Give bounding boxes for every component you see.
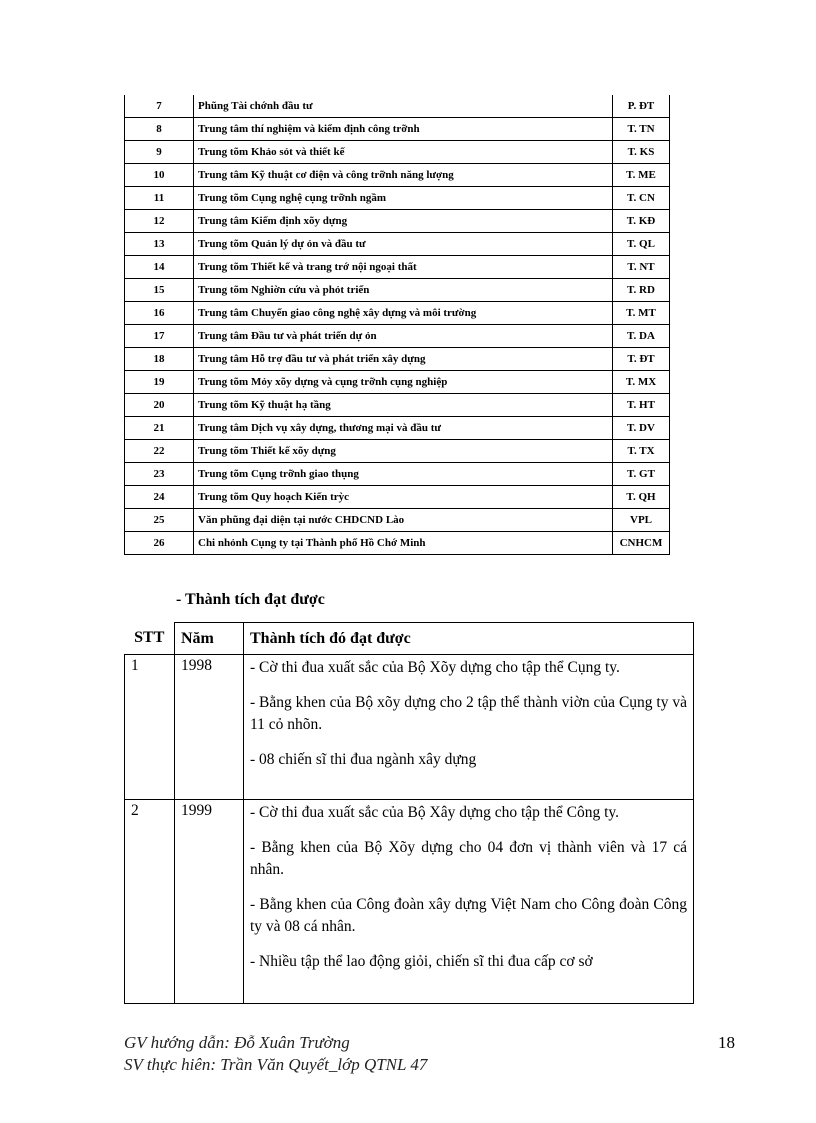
- unit-stt: 9: [125, 141, 194, 164]
- unit-name: Văn phũng đại diện tại nước CHDCND Lào: [194, 509, 613, 532]
- footer-student: SV thực hiên: Trần Văn Quyết_lớp QTNL 47: [124, 1055, 428, 1074]
- unit-row: [125, 187, 670, 210]
- unit-code: T. ME: [613, 164, 670, 187]
- award-item: - Nhiều tập thể lao động giỏi, chiến sĩ thi đua cấp cơ sở: [250, 953, 593, 970]
- unit-row: [125, 463, 670, 486]
- award-achievements: [244, 655, 694, 800]
- unit-row: [125, 532, 670, 555]
- unit-name: Trung tâm Kiểm định xõy dựng: [194, 210, 613, 233]
- unit-code: CNHCM: [613, 532, 670, 555]
- unit-name: Trung tâm Kỹ thuật cơ điện và công trỡnh năng lượng: [194, 164, 613, 187]
- unit-code: T. DV: [613, 417, 670, 440]
- unit-stt: 25: [125, 509, 194, 532]
- unit-name: Trung tõm Cụng trỡnh giao thụng: [194, 463, 613, 486]
- unit-name: Trung tõm Thiết kế xõy dựng: [194, 440, 613, 463]
- unit-row: [125, 440, 670, 463]
- unit-stt: 26: [125, 532, 194, 555]
- unit-stt: 22: [125, 440, 194, 463]
- award-year: 1999: [175, 800, 244, 1004]
- unit-code: T. KĐ: [613, 210, 670, 233]
- unit-row: [125, 95, 670, 118]
- unit-code: P. ĐT: [613, 95, 670, 118]
- unit-name: Trung tâm Hỗ trợ đầu tư và phát triển xây dựng: [194, 348, 613, 371]
- unit-stt: 7: [125, 95, 194, 118]
- awards-header-row: [125, 623, 694, 655]
- unit-name: Trung tõm Thiết kế và trang trớ nội ngoại thất: [194, 256, 613, 279]
- unit-row: [125, 210, 670, 233]
- unit-stt: 11: [125, 187, 194, 210]
- award-item: - Bằng khen của Bộ xõy dựng cho 2 tập thể thành viờn của Cụng ty và 11 cỏ nhõn.: [250, 694, 687, 733]
- unit-name: Trung tâm Chuyển giao công nghệ xây dựng và môi trường: [194, 302, 613, 325]
- unit-code: T. NT: [613, 256, 670, 279]
- footer-instructor: GV hướng dẫn: Đỗ Xuân Trường: [124, 1033, 350, 1052]
- unit-row: [125, 486, 670, 509]
- unit-code: T. MX: [613, 371, 670, 394]
- unit-name: Trung tâm Đầu tư và phát triển dự ỏn: [194, 325, 613, 348]
- award-stt: 2: [125, 800, 175, 1004]
- unit-name: Trung tõm Quản lý dự ỏn và đầu tư: [194, 233, 613, 256]
- unit-stt: 17: [125, 325, 194, 348]
- unit-stt: 14: [125, 256, 194, 279]
- unit-stt: 23: [125, 463, 194, 486]
- unit-row: [125, 118, 670, 141]
- unit-stt: 18: [125, 348, 194, 371]
- unit-row: [125, 325, 670, 348]
- unit-stt: 19: [125, 371, 194, 394]
- award-row: [125, 655, 694, 800]
- award-year: 1998: [175, 655, 244, 800]
- header-year: Năm: [175, 623, 244, 655]
- unit-code: T. TX: [613, 440, 670, 463]
- unit-row: [125, 417, 670, 440]
- unit-code: T. MT: [613, 302, 670, 325]
- unit-name: Trung tâm Dịch vụ xây dựng, thương mại và đầu tư: [194, 417, 613, 440]
- unit-row: [125, 302, 670, 325]
- award-item: - Bằng khen của Công đoàn xây dựng Việt Nam cho Công đoàn Công ty và 08 cá nhân.: [250, 896, 687, 935]
- unit-name: Trung tâm thí nghiệm và kiểm định công trỡnh: [194, 118, 613, 141]
- unit-code: T. TN: [613, 118, 670, 141]
- unit-row: [125, 141, 670, 164]
- unit-name: Trung tõm Cụng nghệ cụng trỡnh ngầm: [194, 187, 613, 210]
- unit-name: Phũng Tài chớnh đầu tư: [194, 95, 613, 118]
- unit-stt: 13: [125, 233, 194, 256]
- award-item: - Cờ thi đua xuất sắc của Bộ Xây dựng cho tập thể Công ty.: [250, 804, 620, 821]
- unit-stt: 12: [125, 210, 194, 233]
- header-achievement: Thành tích đó đạt được: [244, 623, 694, 655]
- unit-code: T. KS: [613, 141, 670, 164]
- unit-row: [125, 256, 670, 279]
- units-table: [124, 95, 670, 555]
- award-achievements: [244, 800, 694, 1004]
- header-stt: STT: [125, 623, 175, 655]
- unit-name: Chi nhỏnh Cụng ty tại Thành phố Hồ Chớ Minh: [194, 532, 613, 555]
- unit-name: Trung tõm Quy hoạch Kiến trỳc: [194, 486, 613, 509]
- unit-code: T. CN: [613, 187, 670, 210]
- award-item: - 08 chiến sĩ thi đua ngành xây dựng: [250, 751, 477, 768]
- unit-code: T. RD: [613, 279, 670, 302]
- unit-code: T. QL: [613, 233, 670, 256]
- award-item: - Bằng khen của Bộ Xõy dựng cho 04 đơn vị thành viên và 17 cá nhân.: [250, 839, 687, 878]
- unit-row: [125, 394, 670, 417]
- unit-code: T. QH: [613, 486, 670, 509]
- section-heading: - Thành tích đạt được: [176, 591, 325, 608]
- award-item: - Cờ thi đua xuất sắc của Bộ Xõy dựng cho tập thể Cụng ty.: [250, 659, 620, 676]
- unit-code: T. HT: [613, 394, 670, 417]
- unit-row: [125, 371, 670, 394]
- unit-code: VPL: [613, 509, 670, 532]
- unit-name: Trung tõm Nghiờn cứu và phỏt triển: [194, 279, 613, 302]
- unit-stt: 15: [125, 279, 194, 302]
- page-number: 18: [718, 1033, 735, 1052]
- unit-stt: 16: [125, 302, 194, 325]
- unit-stt: 10: [125, 164, 194, 187]
- unit-code: T. GT: [613, 463, 670, 486]
- unit-code: T. ĐT: [613, 348, 670, 371]
- unit-row: [125, 279, 670, 302]
- unit-name: Trung tõm Khảo sỏt và thiết kế: [194, 141, 613, 164]
- award-row: [125, 800, 694, 1004]
- awards-table: [124, 622, 694, 1004]
- unit-name: Trung tõm Mỏy xõy dựng và cụng trỡnh cụng nghiệp: [194, 371, 613, 394]
- unit-name: Trung tõm Kỹ thuật hạ tầng: [194, 394, 613, 417]
- unit-stt: 20: [125, 394, 194, 417]
- unit-code: T. DA: [613, 325, 670, 348]
- award-stt: 1: [125, 655, 175, 800]
- unit-stt: 8: [125, 118, 194, 141]
- unit-row: [125, 348, 670, 371]
- unit-stt: 24: [125, 486, 194, 509]
- unit-row: [125, 509, 670, 532]
- unit-row: [125, 233, 670, 256]
- unit-stt: 21: [125, 417, 194, 440]
- unit-row: [125, 164, 670, 187]
